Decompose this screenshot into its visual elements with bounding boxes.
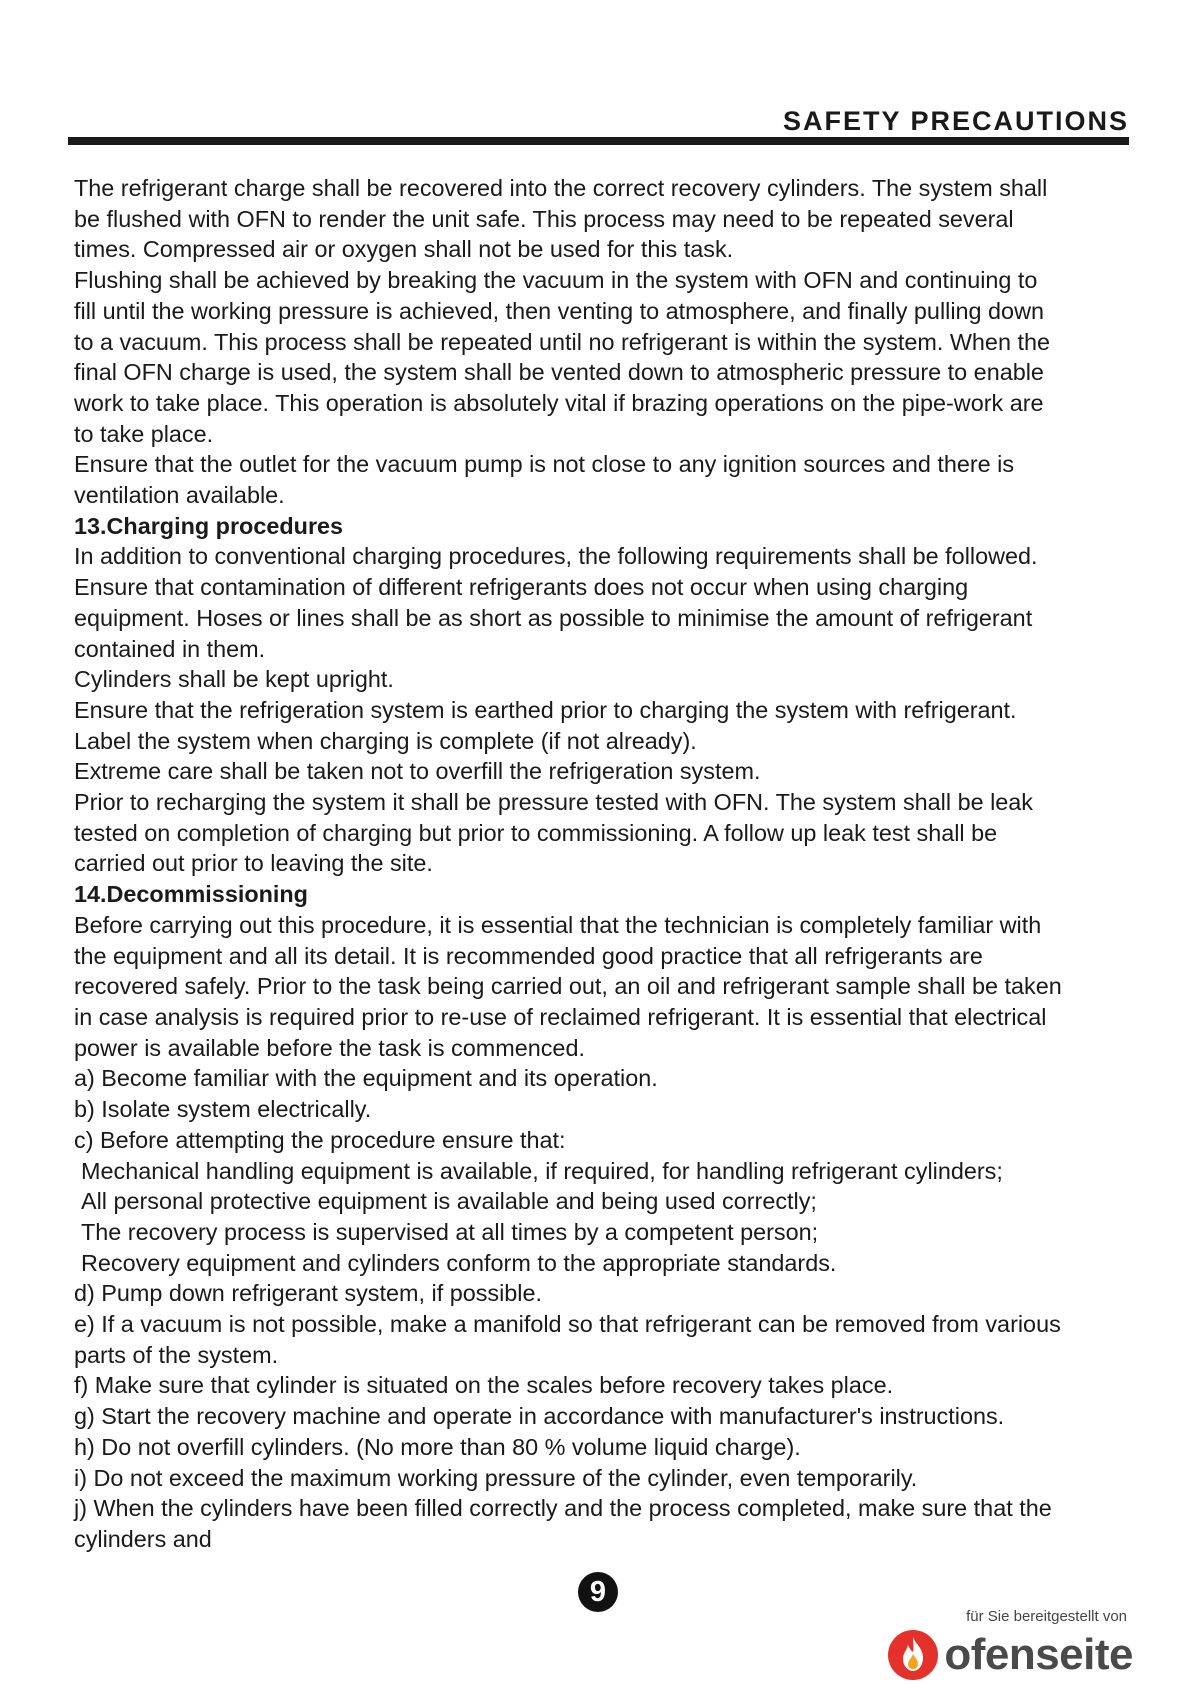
section-heading-decommissioning: 14.Decommissioning [74,881,308,908]
body-line: times. Compressed air or oxygen shall not be used for this task. [74,236,734,263]
body-line: to a vacuum. This process shall be repeated until no refrigerant is within the system. When the [74,328,1050,355]
section-heading-charging: 13.Charging procedures [74,512,344,539]
flame-icon [886,1628,940,1682]
body-line: parts of the system. [74,1341,279,1368]
list-item: g) Start the recovery machine and operate in accordance with manufacturer's instructions. [74,1403,1005,1430]
document-body [74,173,1124,1555]
sub-list-item: Recovery equipment and cylinders conform to the appropriate standards. [81,1249,837,1276]
body-line: to take place. [74,420,214,447]
body-line: equipment. Hoses or lines shall be as short as possible to minimise the amount of refrigerant [74,604,1033,631]
body-line: fill until the working pressure is achieved, then venting to atmosphere, and finally pulling down [74,297,1044,324]
body-line: Before carrying out this procedure, it is essential that the technician is completely familiar with [74,911,1042,938]
body-line: recovered safely. Prior to the task being carried out, an oil and refrigerant sample shall be taken [74,973,1062,1000]
body-line: In addition to conventional charging procedures, the following requirements shall be followed. [74,543,1038,570]
list-item: e) If a vacuum is not possible, make a manifold so that refrigerant can be removed from various [74,1311,1061,1338]
sub-list-item: The recovery process is supervised at all times by a competent person; [81,1218,819,1245]
list-item: d) Pump down refrigerant system, if possible. [74,1280,543,1307]
body-line: Flushing shall be achieved by breaking the vacuum in the system with OFN and continuing to [74,267,1038,294]
body-line: final OFN charge is used, the system shall be vented down to atmospheric pressure to enable [74,359,1044,386]
list-item: h) Do not overfill cylinders. (No more than 80 % volume liquid charge). [74,1433,801,1460]
page-section-title: SAFETY PRECAUTIONS [782,106,1129,136]
body-line: in case analysis is required prior to re-use of reclaimed refrigerant. It is essential that electrical [74,1003,1047,1030]
brand-tagline: für Sie bereitgestellt von [966,1608,1127,1625]
body-line: Prior to recharging the system it shall be pressure tested with OFN. The system shall be leak [74,789,1033,816]
body-line: Cylinders shall be kept upright. [74,666,394,693]
body-line: work to take place. This operation is absolutely vital if brazing operations on the pipe-work are [74,389,1044,416]
brand-name: ofenseite [944,1630,1133,1679]
body-line: the equipment and all its detail. It is recommended good practice that all refrigerants are [74,942,983,969]
body-line: carried out prior to leaving the site. [74,850,433,877]
body-line: be flushed with OFN to render the unit safe. This process may need to be repeated several [74,205,1014,232]
body-line: Ensure that the refrigeration system is earthed prior to charging the system with refrigerant. [74,696,1017,723]
body-line: Ensure that contamination of different refrigerants does not occur when using charging [74,574,969,601]
body-line: cylinders and [74,1525,212,1552]
body-line: ventilation available. [74,482,285,509]
body-line: contained in them. [74,635,266,662]
list-item: a) Become familiar with the equipment and its operation. [74,1065,658,1092]
list-item: j) When the cylinders have been filled correctly and the process completed, make sure that the [74,1495,1052,1522]
header-rule [68,137,1129,145]
body-line: Extreme care shall be taken not to overfill the refrigeration system. [74,758,761,785]
sub-list-item: All personal protective equipment is available and being used correctly; [81,1188,817,1215]
page-number-badge: 9 [578,1572,618,1612]
sub-list-item: Mechanical handling equipment is available, if required, for handling refrigerant cylinders; [81,1157,1003,1184]
body-line: The refrigerant charge shall be recovered into the correct recovery cylinders. The system shall [74,175,1048,201]
brand-logo [886,1628,1133,1682]
list-item: f) Make sure that cylinder is situated on the scales before recovery takes place. [74,1372,894,1399]
body-line: Ensure that the outlet for the vacuum pump is not close to any ignition sources and there is [74,451,1015,478]
body-line: Label the system when charging is complete (if not already). [74,727,697,754]
body-line: power is available before the task is commenced. [74,1034,585,1061]
list-item: c) Before attempting the procedure ensure that: [74,1126,566,1153]
list-item: i) Do not exceed the maximum working pressure of the cylinder, even temporarily. [74,1464,918,1491]
body-line: tested on completion of charging but prior to commissioning. A follow up leak test shall be [74,819,998,846]
list-item: b) Isolate system electrically. [74,1096,372,1123]
